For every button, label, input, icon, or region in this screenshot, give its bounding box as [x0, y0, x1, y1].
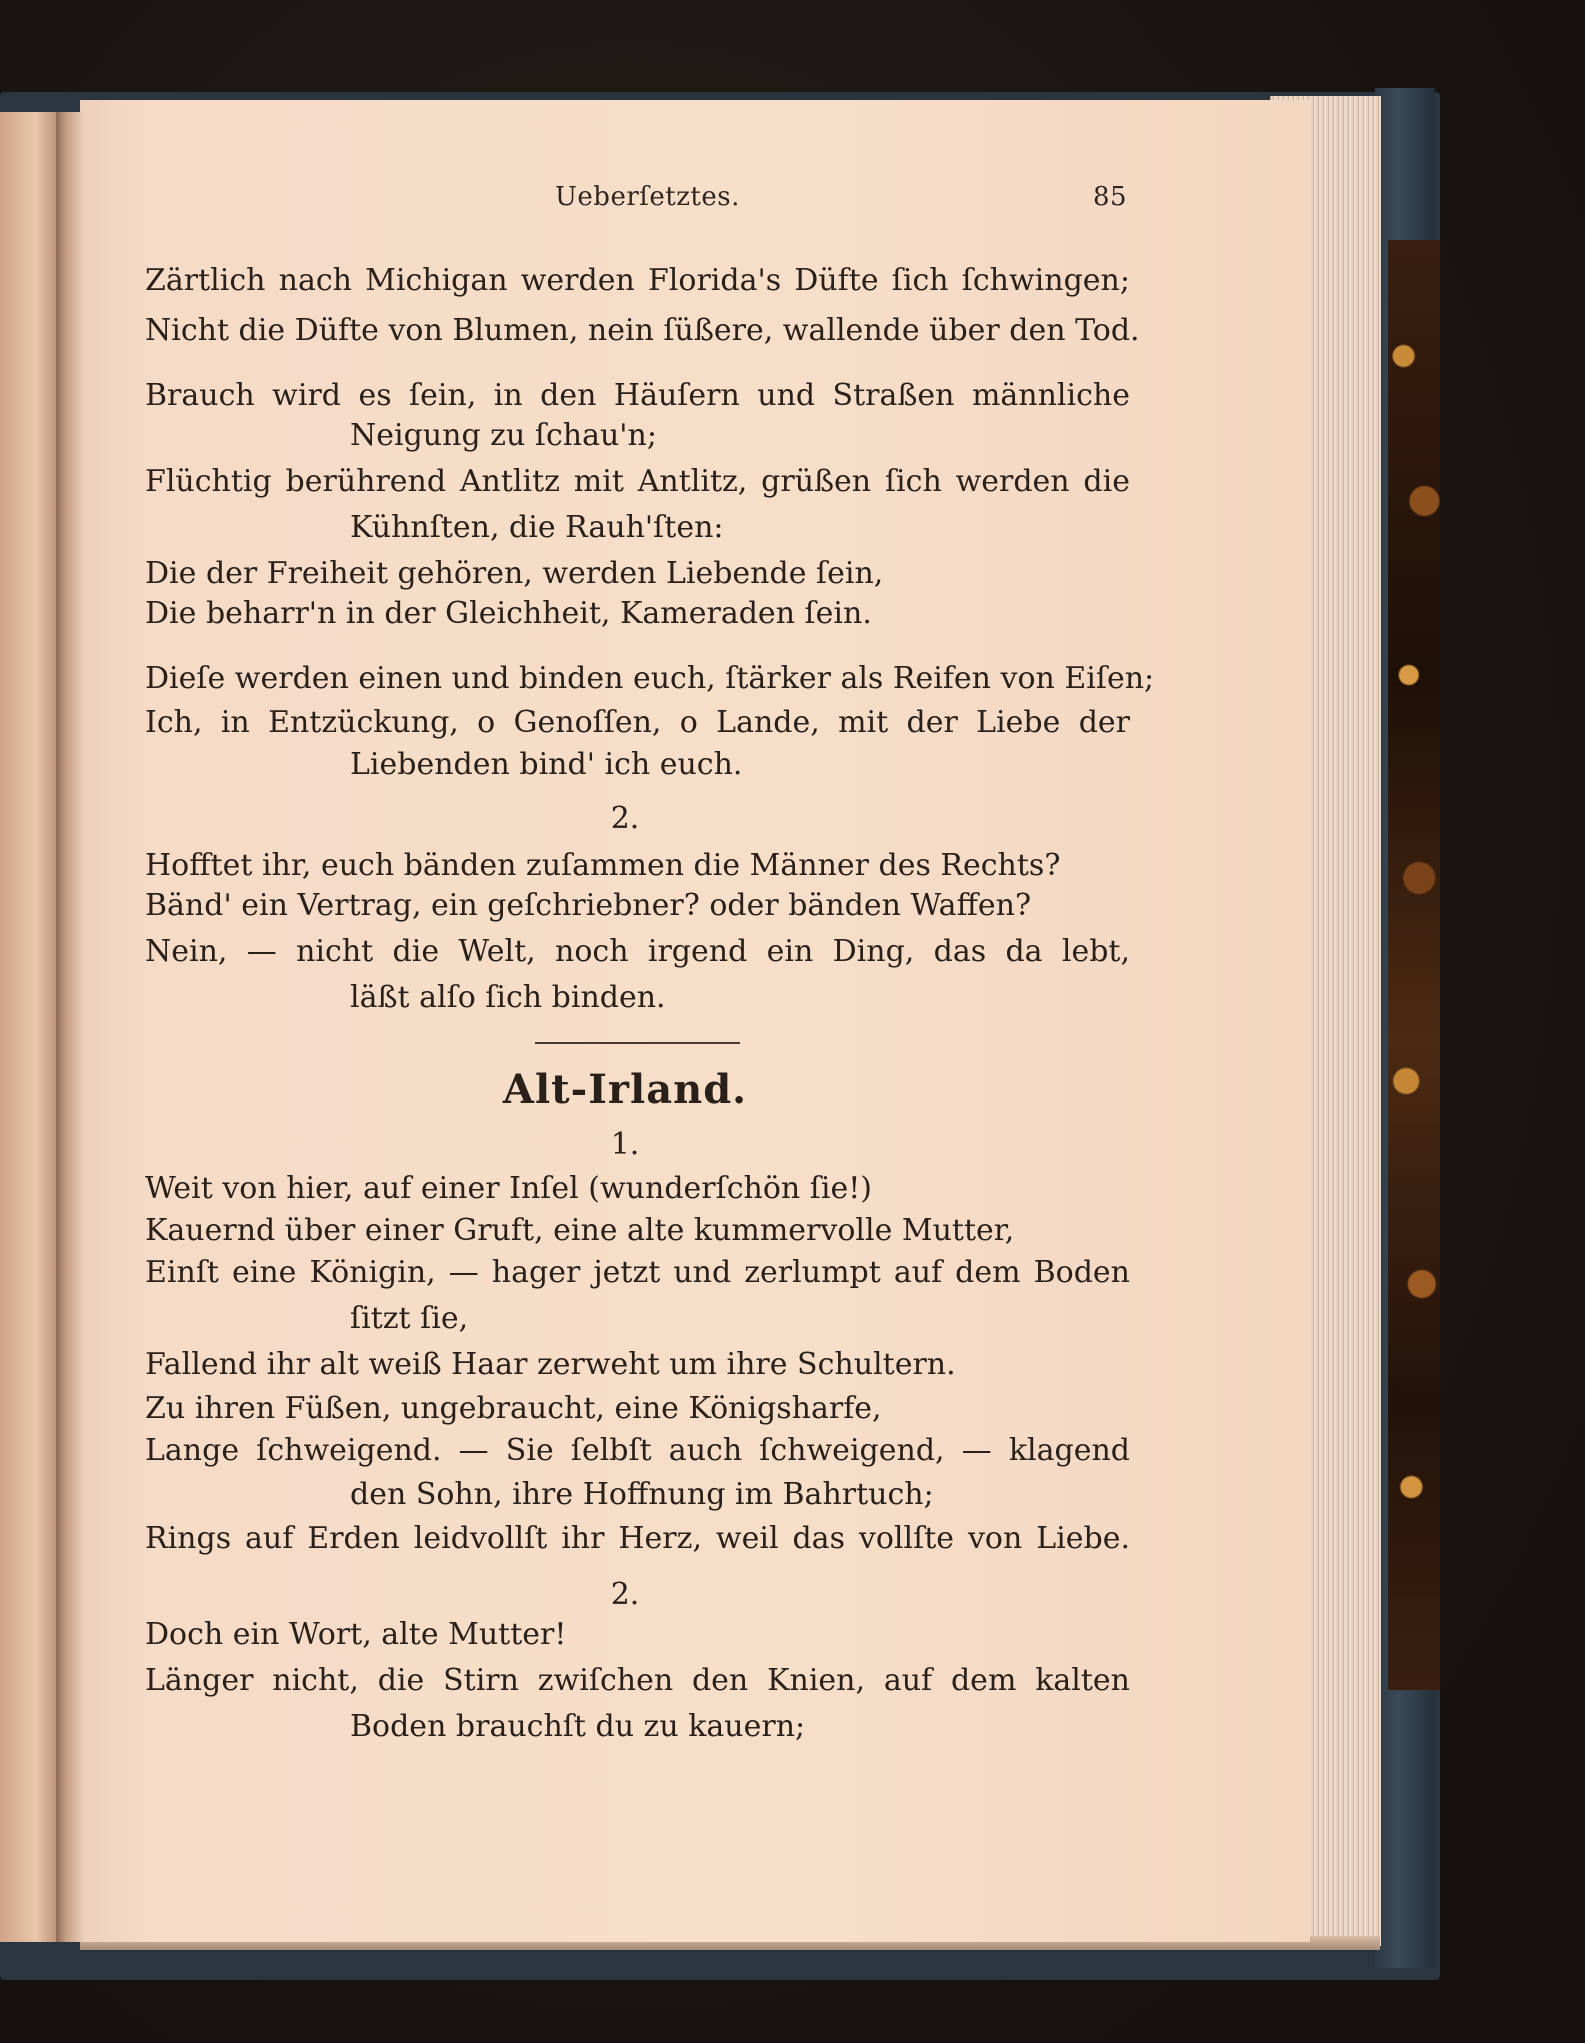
poem-title: Alt-Irland.	[502, 1066, 748, 1113]
text-line: Länger nicht, die Stirn zwiſchen den Knien, auf dem kalten	[145, 1663, 1130, 1698]
text-line: Hofftet ihr, euch bänden zuſammen die Männer des Rechts?	[145, 848, 1061, 883]
text-line: Kühnſten, die Rauh'ſten:	[350, 510, 724, 545]
text-line: Lange ſchweigend. — Sie ſelbſt auch ſchweigend, — klagend	[145, 1433, 1130, 1468]
section-number: 2.	[610, 1577, 640, 1612]
text-line: Zärtlich nach Michigan werden Florida's Düfte ſich ſchwingen;	[145, 263, 1130, 298]
text-line: Nicht die Düfte von Blumen, nein ſüßere, wallende über den Tod.	[145, 313, 1140, 348]
text-line: Die beharr'n in der Gleichheit, Kameraden ſein.	[145, 596, 872, 631]
text-line: Einſt eine Königin, — hager jetzt und zerlumpt auf dem Boden	[145, 1255, 1130, 1290]
running-head: Ueberſetztes.	[555, 182, 740, 212]
text-line: Brauch wird es ſein, in den Häuſern und Straßen männliche	[145, 378, 1130, 413]
section-number: 1.	[610, 1127, 640, 1162]
text-line: den Sohn, ihre Hoffnung im Bahrtuch;	[350, 1477, 934, 1512]
text-line: Flüchtig berührend Antlitz mit Antlitz, grüßen ſich werden die	[145, 464, 1130, 499]
text-line: Kauernd über einer Gruft, eine alte kummervolle Mutter,	[145, 1213, 1015, 1248]
text-line: Neigung zu ſchau'n;	[350, 418, 657, 453]
text-line: ſitzt ſie,	[350, 1301, 469, 1336]
page-gutter	[56, 112, 84, 1942]
text-line: Fallend ihr alt weiß Haar zerweht um ihre Schultern.	[145, 1347, 956, 1382]
text-line: Nein, — nicht die Welt, noch irgend ein Ding, das da lebt,	[145, 934, 1130, 969]
text-line: Doch ein Wort, alte Mutter!	[145, 1617, 567, 1652]
text-line: Bänd' ein Vertrag, ein geſchriebner? oder bänden Waffen?	[145, 888, 1032, 923]
text-line: Liebenden bind' ich euch.	[350, 747, 743, 782]
section-number: 2.	[610, 801, 640, 836]
text-line: Ich, in Entzückung, o Genoſſen, o Lande, mit der Liebe der	[145, 705, 1130, 740]
text-line: Rings auf Erden leidvollſt ihr Herz, weil das vollſte von Liebe.	[145, 1521, 1130, 1556]
page-number: 85	[1093, 182, 1128, 212]
text-line: Die der Freiheit gehören, werden Liebende ſein,	[145, 556, 884, 591]
text-line: Zu ihren Füßen, ungebraucht, eine Königsharfe,	[145, 1391, 882, 1426]
marbled-cover	[1388, 240, 1440, 1690]
text-line: läßt alſo ſich binden.	[350, 980, 666, 1015]
text-line: Dieſe werden einen und binden euch, ſtärker als Reifen von Eiſen;	[145, 661, 1155, 696]
section-divider	[535, 1042, 740, 1044]
previous-page-edge	[0, 112, 60, 1942]
text-line: Weit von hier, auf einer Inſel (wunderſchön ſie!)	[145, 1171, 872, 1206]
text-line: Boden brauchſt du zu kauern;	[350, 1709, 806, 1744]
